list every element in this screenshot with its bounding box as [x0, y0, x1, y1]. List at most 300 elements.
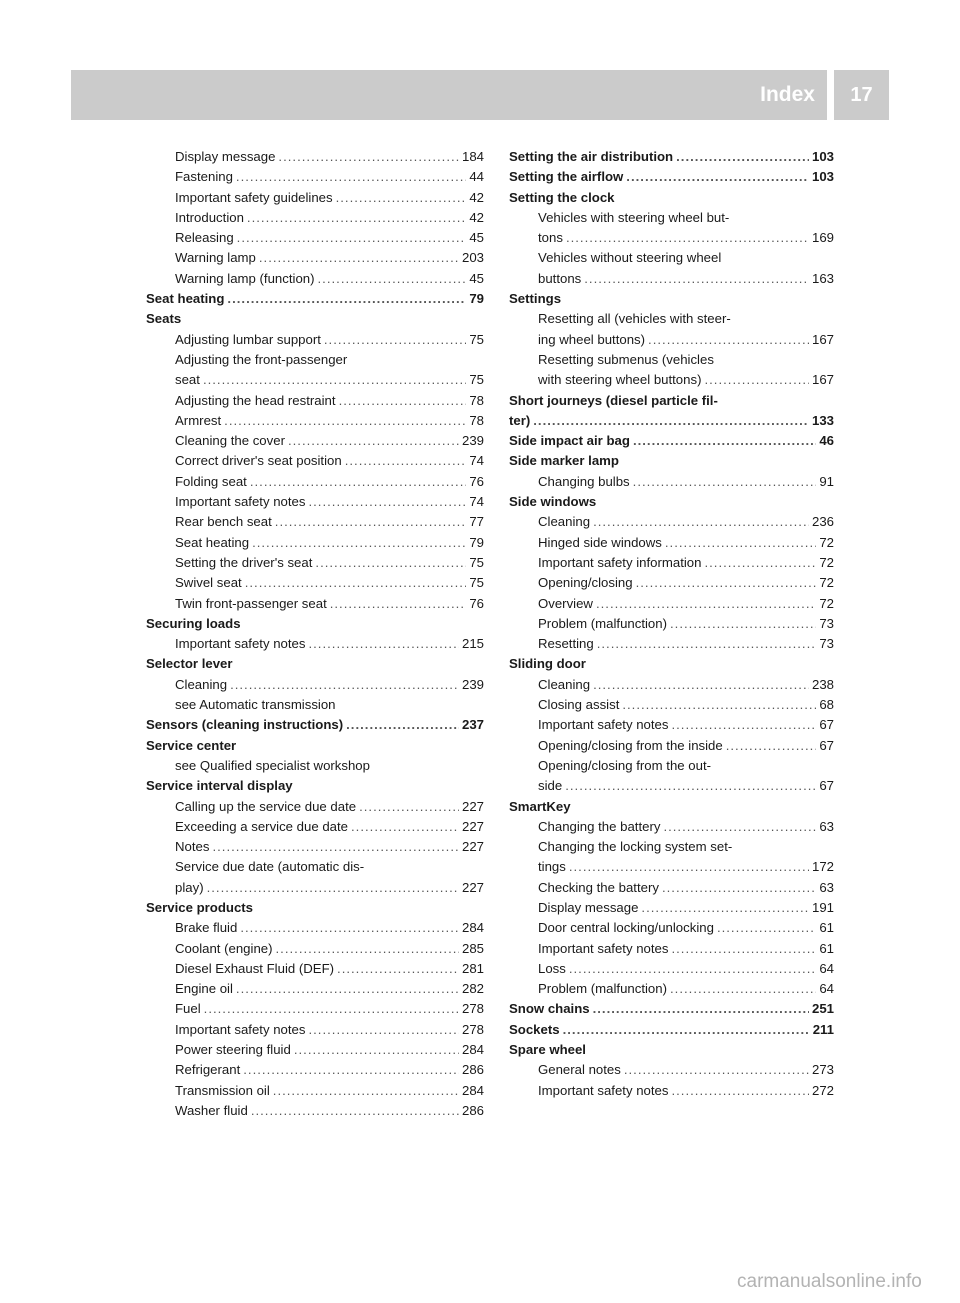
index-heading — [509, 411, 834, 431]
page-reference[interactable]: 278 — [461, 1021, 484, 1037]
index-subentry — [146, 797, 484, 817]
page-reference[interactable]: 284 — [461, 1042, 484, 1058]
index-heading — [509, 451, 834, 471]
index-heading — [146, 289, 484, 309]
dot-leader — [671, 939, 816, 959]
index-term: Warning lamp (function) — [175, 270, 315, 286]
page-reference[interactable]: 42 — [469, 209, 484, 225]
index-term: see Automatic transmission — [175, 697, 336, 713]
index-subentry — [509, 675, 834, 695]
index-term: Short journeys (diesel particle fil- — [509, 392, 718, 408]
index-subentry — [146, 817, 484, 837]
dot-leader — [584, 269, 809, 289]
page-reference[interactable]: 75 — [469, 554, 484, 570]
index-term: Service products — [146, 899, 254, 915]
dot-leader — [251, 1101, 459, 1121]
index-term: Important safety notes — [175, 1021, 306, 1037]
dot-leader — [318, 269, 467, 289]
dot-leader — [624, 1060, 809, 1080]
index-term: SmartKey — [509, 798, 571, 814]
index-subentry — [509, 330, 834, 350]
index-term: Sensors (cleaning instructions) — [146, 717, 344, 733]
page-reference[interactable]: 75 — [469, 575, 484, 591]
page-reference[interactable]: 42 — [469, 189, 484, 205]
index-term: Transmission oil — [175, 1082, 270, 1098]
dot-leader — [636, 573, 817, 593]
index-term: Setting the clock — [509, 189, 615, 205]
page-reference[interactable]: 227 — [461, 818, 484, 834]
index-subentry — [509, 756, 834, 776]
index-term: Correct driver's seat position — [175, 453, 342, 469]
index-subentry — [509, 370, 834, 390]
page-reference[interactable]: 67 — [819, 717, 834, 733]
index-heading — [509, 797, 834, 817]
index-heading — [509, 167, 834, 187]
page-reference[interactable]: 239 — [461, 433, 484, 449]
index-subentry — [509, 959, 834, 979]
page-reference[interactable]: 167 — [811, 331, 834, 347]
index-term: Checking the battery — [538, 879, 659, 895]
page-reference[interactable]: 79 — [469, 534, 484, 550]
index-subentry — [146, 391, 484, 411]
index-subentry — [509, 776, 834, 796]
page-reference[interactable]: 46 — [819, 433, 834, 449]
page-reference[interactable]: 91 — [819, 473, 834, 489]
dot-leader — [247, 208, 466, 228]
page-reference[interactable]: 72 — [819, 534, 834, 550]
index-term: Snow chains — [509, 1001, 590, 1017]
index-term: Service interval display — [146, 778, 293, 794]
index-subentry — [146, 411, 484, 431]
page-reference[interactable]: 191 — [811, 899, 834, 915]
dot-leader — [359, 797, 459, 817]
dot-leader — [593, 512, 809, 532]
index-heading — [509, 654, 834, 674]
index-subentry — [146, 756, 484, 776]
index-term: Rear bench seat — [175, 514, 272, 530]
index-term: Important safety guidelines — [175, 189, 333, 205]
index-subentry — [509, 979, 834, 999]
index-term: Setting the air distribution — [509, 149, 674, 164]
index-term: Diesel Exhaust Fluid (DEF) — [175, 960, 335, 976]
page-reference[interactable]: 61 — [819, 920, 834, 936]
dot-leader — [245, 573, 467, 593]
dot-leader — [250, 472, 466, 492]
index-term: Settings — [509, 291, 562, 307]
page-reference[interactable]: 272 — [811, 1082, 834, 1098]
index-subentry — [146, 1060, 484, 1080]
index-term: Side windows — [509, 494, 597, 510]
index-term: Changing the locking system set- — [538, 839, 733, 855]
page-reference[interactable]: 76 — [469, 473, 484, 489]
index-term: Spare wheel — [509, 1042, 586, 1058]
index-subentry — [146, 573, 484, 593]
index-term: Folding seat — [175, 473, 247, 489]
index-term: Problem (malfunction) — [538, 615, 667, 631]
page-reference[interactable]: 284 — [461, 920, 484, 936]
index-term: Power steering fluid — [175, 1042, 291, 1058]
page-reference[interactable]: 251 — [811, 1001, 834, 1017]
page-reference[interactable]: 284 — [461, 1082, 484, 1098]
dot-leader — [230, 675, 459, 695]
index-term: Changing the battery — [538, 818, 661, 834]
index-subentry — [509, 553, 834, 573]
page-reference[interactable]: 63 — [819, 818, 834, 834]
index-term: Setting the driver's seat — [175, 554, 313, 570]
index-subentry — [146, 228, 484, 248]
dot-leader — [726, 736, 817, 756]
dot-leader — [596, 594, 816, 614]
dot-leader — [330, 594, 467, 614]
page-reference[interactable]: 75 — [469, 372, 484, 388]
index-term: Hinged side windows — [538, 534, 662, 550]
page-reference[interactable]: 72 — [819, 595, 834, 611]
index-term: Releasing — [175, 230, 234, 246]
dot-leader — [676, 147, 809, 167]
index-subentry — [509, 512, 834, 532]
dot-leader — [597, 634, 817, 654]
index-subentry — [509, 614, 834, 634]
watermark: carmanualsonline.info — [737, 1271, 922, 1292]
index-term: ter) — [509, 412, 531, 428]
index-term: Seats — [146, 311, 182, 327]
index-term: Problem (malfunction) — [538, 981, 667, 997]
dot-leader — [315, 553, 466, 573]
index-subentry — [146, 1040, 484, 1060]
index-subentry — [509, 472, 834, 492]
index-term: Seat heating — [175, 534, 250, 550]
page-reference[interactable]: 211 — [812, 1021, 834, 1037]
index-subentry — [146, 857, 484, 877]
index-term: Resetting all (vehicles with steer- — [538, 311, 731, 327]
dot-leader — [273, 1081, 459, 1101]
index-subentry — [146, 594, 484, 614]
index-term: Calling up the service due date — [175, 798, 357, 814]
index-term: Selector lever — [146, 656, 233, 672]
index-subentry — [509, 817, 834, 837]
page-reference[interactable]: 64 — [819, 960, 834, 976]
index-subentry — [146, 695, 484, 715]
index-term: tons — [538, 230, 563, 246]
index-term: Vehicles without steering wheel — [538, 250, 722, 266]
page-reference[interactable]: 45 — [469, 270, 484, 286]
page-reference[interactable]: 78 — [469, 392, 484, 408]
index-subentry — [146, 959, 484, 979]
dot-leader — [339, 391, 467, 411]
dot-leader — [671, 1081, 809, 1101]
page-number: 17 — [850, 83, 873, 106]
index-subentry — [146, 269, 484, 289]
index-subentry — [509, 918, 834, 938]
page-reference[interactable]: 286 — [461, 1062, 484, 1078]
dot-leader — [566, 228, 809, 248]
dot-leader — [236, 167, 466, 187]
index-term: Adjusting the front-passenger — [175, 351, 348, 367]
index-subentry — [509, 1081, 834, 1101]
index-subentry — [146, 1020, 484, 1040]
dot-leader — [324, 330, 466, 350]
index-term: ing wheel buttons) — [538, 331, 646, 347]
index-heading — [146, 776, 484, 796]
index-term: Side impact air bag — [509, 433, 630, 449]
index-subentry — [146, 999, 484, 1019]
dot-leader — [569, 857, 809, 877]
index-term: Opening/closing from the out- — [538, 757, 711, 773]
index-column-right — [509, 147, 834, 1101]
dot-leader — [662, 878, 816, 898]
page-reference[interactable]: 273 — [811, 1062, 834, 1078]
index-term: Important safety notes — [538, 717, 669, 733]
index-term: Opening/closing — [538, 575, 633, 591]
index-subentry — [146, 248, 484, 268]
index-subentry — [509, 634, 834, 654]
header-page-box — [834, 70, 889, 120]
dot-leader — [717, 918, 816, 938]
index-term: tings — [538, 859, 566, 875]
index-subentry — [509, 715, 834, 735]
index-term: Armrest — [175, 412, 222, 428]
index-term: Important safety notes — [538, 1082, 669, 1098]
page-reference[interactable]: 67 — [819, 778, 834, 794]
dot-leader — [252, 533, 466, 553]
index-term: Cleaning the cover — [175, 433, 285, 449]
page-reference[interactable]: 285 — [461, 940, 484, 956]
index-subentry — [146, 350, 484, 370]
index-term: with steering wheel buttons) — [538, 372, 702, 388]
page-reference[interactable]: 61 — [819, 940, 834, 956]
index-subentry — [146, 330, 484, 350]
dot-leader — [259, 248, 459, 268]
dot-leader — [294, 1040, 459, 1060]
index-term: Service center — [146, 737, 237, 753]
index-column-left — [146, 147, 484, 1121]
dot-leader — [704, 370, 809, 390]
page-reference[interactable]: 239 — [461, 676, 484, 692]
index-subentry — [146, 878, 484, 898]
page-reference[interactable]: 73 — [819, 636, 834, 652]
index-heading — [509, 289, 834, 309]
index-heading — [146, 309, 484, 329]
page-reference[interactable]: 163 — [811, 270, 834, 286]
dot-leader — [345, 451, 467, 471]
dot-leader — [308, 492, 466, 512]
index-heading — [509, 188, 834, 208]
index-heading — [146, 898, 484, 918]
index-term: seat — [175, 372, 200, 388]
index-term: see Qualified specialist workshop — [175, 757, 370, 773]
dot-leader — [204, 999, 459, 1019]
page-reference[interactable]: 64 — [819, 981, 834, 997]
index-heading — [509, 391, 834, 411]
page-reference[interactable]: 238 — [811, 676, 834, 692]
page-reference[interactable]: 227 — [461, 879, 484, 895]
dot-leader — [670, 614, 816, 634]
index-term: Display message — [538, 899, 639, 915]
index-term: Seat heating — [146, 291, 225, 307]
dot-leader — [308, 634, 459, 654]
index-term: Setting the airflow — [509, 169, 624, 185]
page-reference[interactable]: 227 — [461, 798, 484, 814]
index-term: Notes — [175, 839, 210, 855]
dot-leader — [593, 675, 809, 695]
dot-leader — [704, 553, 816, 573]
index-term: Loss — [538, 960, 566, 976]
index-term: Adjusting the head restraint — [175, 392, 336, 408]
dot-leader — [227, 289, 466, 309]
index-term: Sliding door — [509, 656, 586, 672]
page-reference[interactable]: 76 — [469, 595, 484, 611]
index-term: Fuel — [175, 1001, 201, 1017]
page-reference[interactable]: 237 — [461, 717, 484, 733]
index-heading — [146, 715, 484, 735]
index-subentry — [146, 472, 484, 492]
dot-leader — [633, 431, 816, 451]
index-subentry — [509, 695, 834, 715]
index-heading — [509, 999, 834, 1019]
index-subentry — [146, 492, 484, 512]
page-reference[interactable]: 184 — [461, 149, 484, 164]
dot-leader — [665, 533, 816, 553]
dot-leader — [212, 837, 459, 857]
index-term: Adjusting lumbar support — [175, 331, 321, 347]
page-reference[interactable]: 78 — [469, 412, 484, 428]
index-subentry — [146, 147, 484, 167]
page-reference[interactable]: 79 — [469, 291, 484, 307]
index-subentry — [509, 939, 834, 959]
index-term: Side marker lamp — [509, 453, 619, 469]
page-reference[interactable]: 72 — [819, 554, 834, 570]
page-reference[interactable]: 286 — [461, 1102, 484, 1118]
index-term: Opening/closing from the inside — [538, 737, 723, 753]
page-reference[interactable]: 44 — [469, 169, 484, 185]
index-subentry — [509, 533, 834, 553]
page-reference[interactable]: 73 — [819, 615, 834, 631]
page-reference[interactable]: 72 — [819, 575, 834, 591]
index-subentry — [509, 594, 834, 614]
page-reference[interactable]: 172 — [811, 859, 834, 875]
dot-leader — [648, 330, 809, 350]
index-term: Display message — [175, 149, 276, 164]
index-term: Warning lamp — [175, 250, 256, 266]
index-subentry — [509, 350, 834, 370]
index-term: Washer fluid — [175, 1102, 248, 1118]
page-reference[interactable]: 75 — [469, 331, 484, 347]
page-reference[interactable]: 74 — [469, 453, 484, 469]
dot-leader — [243, 1060, 459, 1080]
page-reference[interactable]: 103 — [811, 169, 834, 185]
dot-leader — [351, 817, 459, 837]
index-subentry — [146, 553, 484, 573]
index-term: Sockets — [509, 1021, 560, 1037]
index-subentry — [146, 675, 484, 695]
index-subentry — [509, 248, 834, 268]
dot-leader — [236, 979, 459, 999]
dot-leader — [237, 228, 467, 248]
dot-leader — [633, 472, 817, 492]
page-reference[interactable]: 236 — [811, 514, 834, 530]
index-term: Engine oil — [175, 981, 233, 997]
dot-leader — [240, 918, 459, 938]
dot-leader — [626, 167, 809, 187]
index-subentry — [146, 918, 484, 938]
index-heading — [509, 1040, 834, 1060]
dot-leader — [203, 370, 466, 390]
page-reference[interactable]: 103 — [811, 149, 834, 164]
index-term: Resetting — [538, 636, 594, 652]
dot-leader — [336, 188, 467, 208]
index-heading — [509, 431, 834, 451]
index-term: Cleaning — [538, 514, 591, 530]
dot-leader — [337, 959, 459, 979]
index-subentry — [146, 939, 484, 959]
page-reference[interactable]: 169 — [811, 230, 834, 246]
index-subentry — [509, 837, 834, 857]
index-subentry — [509, 736, 834, 756]
index-subentry — [146, 188, 484, 208]
index-subentry — [146, 167, 484, 187]
dot-leader — [671, 715, 816, 735]
index-term: Fastening — [175, 169, 233, 185]
page-reference[interactable]: 67 — [819, 737, 834, 753]
page-reference[interactable]: 68 — [819, 697, 834, 713]
index-subentry — [146, 1081, 484, 1101]
page-reference[interactable]: 215 — [461, 636, 484, 652]
index-term: Securing loads — [146, 615, 241, 631]
page-reference[interactable]: 282 — [461, 981, 484, 997]
dot-leader — [663, 817, 816, 837]
index-subentry — [509, 878, 834, 898]
index-heading — [509, 147, 834, 167]
index-subentry — [146, 634, 484, 654]
dot-leader — [593, 999, 809, 1019]
header-section-title: Index — [760, 83, 815, 106]
page-reference[interactable]: 281 — [461, 960, 484, 976]
index-term: Door central locking/unlocking — [538, 920, 714, 936]
index-term: Service due date (automatic dis- — [175, 859, 365, 875]
index-term: Overview — [538, 595, 593, 611]
index-term: Vehicles with steering wheel but- — [538, 209, 730, 225]
page-reference[interactable]: 167 — [811, 372, 834, 388]
page-reference[interactable]: 203 — [461, 250, 484, 266]
index-subentry — [509, 208, 834, 228]
index-term: Important safety notes — [175, 636, 306, 652]
index-subentry — [146, 533, 484, 553]
index-subentry — [146, 979, 484, 999]
page-reference[interactable]: 77 — [469, 514, 484, 530]
index-subentry — [146, 208, 484, 228]
index-term: General notes — [538, 1062, 621, 1078]
index-term: Closing assist — [538, 697, 620, 713]
index-term: Refrigerant — [175, 1062, 241, 1078]
index-term: Swivel seat — [175, 575, 242, 591]
index-term: Important safety information — [538, 554, 702, 570]
dot-leader — [622, 695, 816, 715]
index-term: play) — [175, 879, 204, 895]
page-reference[interactable]: 133 — [811, 412, 834, 428]
index-term: Coolant (engine) — [175, 940, 273, 956]
index-subentry — [146, 837, 484, 857]
page-reference[interactable]: 74 — [469, 494, 484, 510]
page-reference[interactable]: 63 — [819, 879, 834, 895]
dot-leader — [224, 411, 466, 431]
page-reference[interactable]: 45 — [469, 230, 484, 246]
index-term: Changing bulbs — [538, 473, 630, 489]
dot-leader — [533, 411, 809, 431]
page-reference[interactable]: 227 — [461, 839, 484, 855]
index-term: Cleaning — [538, 676, 591, 692]
dot-leader — [207, 878, 459, 898]
page-reference[interactable]: 278 — [461, 1001, 484, 1017]
